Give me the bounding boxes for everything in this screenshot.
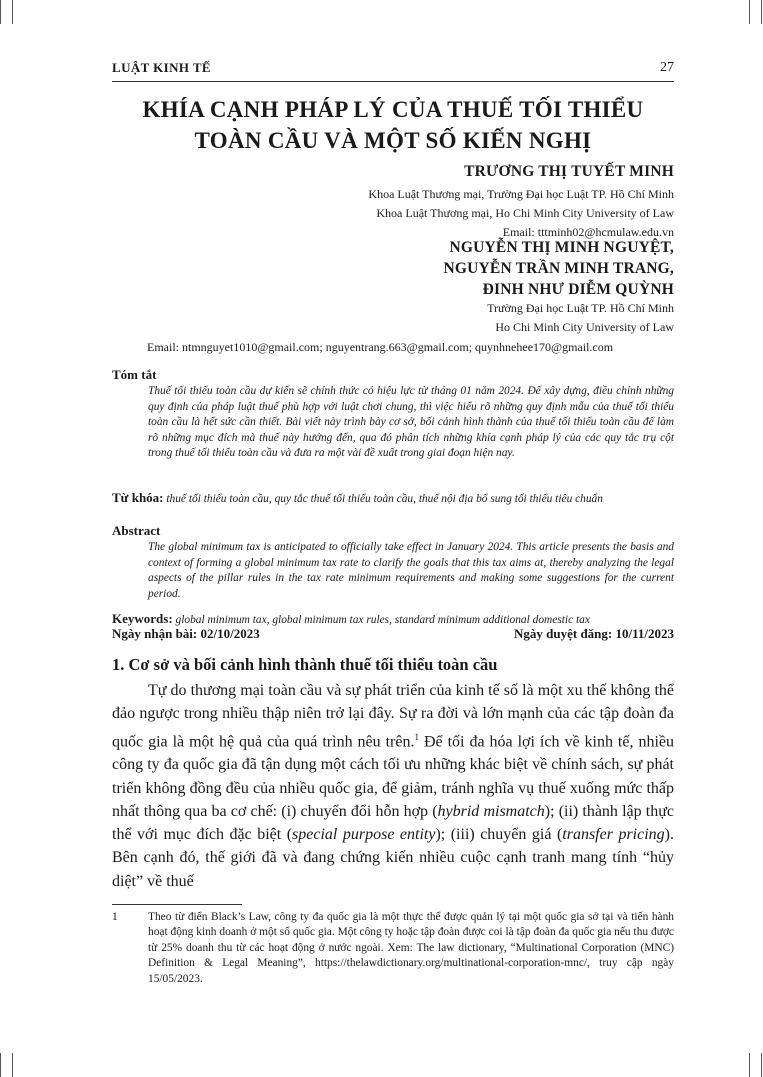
author-affiliation-en: Khoa Luật Thương mại, Ho Chi Minh City University of Law (376, 206, 674, 220)
author-emails[interactable]: Email: ntmnguyet1010@gmail.com; nguyentrang.663@gmail.com; quynhnehee170@gmail.com (147, 340, 614, 354)
abstract-en-text: The global minimum tax is anticipated to officially take effect in January 2024. This article presents the basis and context of forming a global minimum tax rate to clarify the goals that this tax aims at, thereby analyzing the legal aspects of the pillar rules in the tax rate minimum requirements and making some suggestions for the current period. (148, 541, 674, 600)
title-line-2: TOÀN CẦU VÀ MỘT SỐ KIẾN NGHỊ (194, 128, 592, 153)
keywords-en-label: Keywords: (112, 611, 173, 626)
emphasis: hybrid mismatch (437, 802, 545, 820)
body-text: Để tối đa hóa lợi ích về kinh tế, nhiều công ty đa quốc gia đã tận dụng một cách tối ưu những khác biệt về chính sách, sự phát triển không đồng đều của nhiều quốc gia, để giảm, tránh nghĩa vụ thuế xuống mức thấp nhất thông qua ba cơ chế: (i) chuyển đổi hỗn hợp ( (112, 732, 674, 820)
author-email[interactable]: Email: tttminh02@hcmulaw.edu.vn (502, 225, 674, 239)
author-name: NGUYỄN TRẦN MINH TRANG, (443, 260, 674, 277)
accepted-date: Ngày duyệt đăng: 10/11/2023 (514, 626, 674, 641)
body-paragraph (112, 679, 674, 893)
body-text: ). Bên cạnh đó, thế giới đã và đang chứng kiến nhiều cuộc cạnh tranh mang tính “hủy diệt” về thuế (112, 826, 674, 890)
author-name: ĐINH NHƯ DIỄM QUỲNH (482, 281, 674, 298)
page-number: 27 (660, 60, 674, 75)
crop-mark (749, 0, 750, 24)
running-head (112, 60, 674, 80)
crop-mark (761, 0, 762, 24)
journal-page (112, 0, 674, 1077)
section-heading: 1. Cơ sở và bối cảnh hình thành thuế tối thiểu toàn cầu (112, 655, 498, 674)
section-name: LUẬT KINH TẾ (112, 60, 211, 75)
article-title (112, 94, 674, 156)
crop-mark (0, 1053, 1, 1077)
received-date: Ngày nhận bài: 02/10/2023 (112, 626, 260, 641)
author-name: NGUYỄN THỊ MINH NGUYỆT, (449, 239, 674, 256)
crop-mark (761, 1053, 762, 1077)
author-affiliation: Trường Đại học Luật TP. Hồ Chí Minh (487, 301, 674, 315)
emphasis: special purpose entity (292, 826, 436, 844)
author-affiliation-en: Ho Chi Minh City University of Law (495, 320, 674, 334)
abstract-vi-text: Thuế tối thiểu toàn cầu dự kiến sẽ chính thức có hiệu lực từ tháng 01 năm 2024. Để xây dựng, điều chỉnh những quy định của pháp luật thuế phù hợp với luật chơi chung, thì việc hiểu rõ những quy định mẫu của thuế tối thiểu toàn cầu là hết sức cần thiết. Bài viết này trình bày cơ sở, bối cảnh hình thành của thuế tối thiểu toàn cầu để làm rõ những mục đích mà thuế này hướng đến, qua đó phân tích những khía cạnh pháp lý của các quy tắc trụ cột trong thuế tối thiểu toàn cầu và đưa ra một vài đề xuất trong giai đoạn hiện nay. (148, 385, 674, 460)
emphasis: transfer pricing (562, 826, 665, 844)
author-affiliation: Khoa Luật Thương mại, Trường Đại học Luật TP. Hồ Chí Minh (368, 187, 674, 201)
article-dates (112, 626, 674, 642)
footnote-text: Theo từ điển Black’s Law, công ty đa quốc gia là một thực thể được quản lý tại một quốc gia sở tại và tiến hành hoạt động kinh doanh ở một số quốc gia. Một công ty hoặc tập đoàn được coi là tập đoàn đa quốc gia nếu thu được từ 25% doanh thu từ các hoạt động ở nước ngoài. Xem: The law dictionary, “Multinational Corporation (MNC) Definition & Legal Meaning”, https://thelawdictionary.org/multinational-corporation-mnc/, truy cập ngày 15/05/2023. (148, 911, 674, 985)
keywords-vi-text: thuế tối thiểu toàn cầu, quy tắc thuế tối thiểu toàn cầu, thuế nội địa bổ sung tối thiểu tiêu chuẩn (166, 493, 603, 505)
footnote-number: 1 (112, 911, 118, 923)
crop-mark (749, 1053, 750, 1077)
abstract-vi-label: Tóm tắt (112, 367, 157, 382)
crop-mark (12, 0, 13, 24)
footnote-reference[interactable]: 1 (414, 731, 419, 742)
header-rule (112, 81, 674, 82)
crop-mark (0, 0, 1, 24)
abstract-en-label: Abstract (112, 523, 161, 538)
footnote-rule (112, 904, 242, 905)
author-name: TRƯƠNG THỊ TUYẾT MINH (464, 163, 674, 180)
body-text: ); (ii) thành lập thực thể với mục đích đặc biệt ( (112, 802, 674, 844)
crop-mark (12, 1053, 13, 1077)
keywords-vi (112, 490, 674, 507)
body-text: Tự do thương mại toàn cầu và sự phát triển của kinh tế số là một xu thế không thể đảo ngược trong nhiều thập niên trở lại đây. Sự ra đời và lớn mạnh của các tập đoàn đa quốc gia là một hệ quả của quá trình nêu trên. (112, 682, 674, 750)
body-text: ); (iii) chuyển giá ( (435, 826, 563, 844)
title-line-1: KHÍA CẠNH PHÁP LÝ CỦA THUẾ TỐI THIỂU (142, 97, 644, 122)
keywords-vi-label: Từ khóa: (112, 490, 164, 505)
keywords-en-text: global minimum tax, global minimum tax rules, standard minimum additional domestic tax (175, 614, 590, 626)
